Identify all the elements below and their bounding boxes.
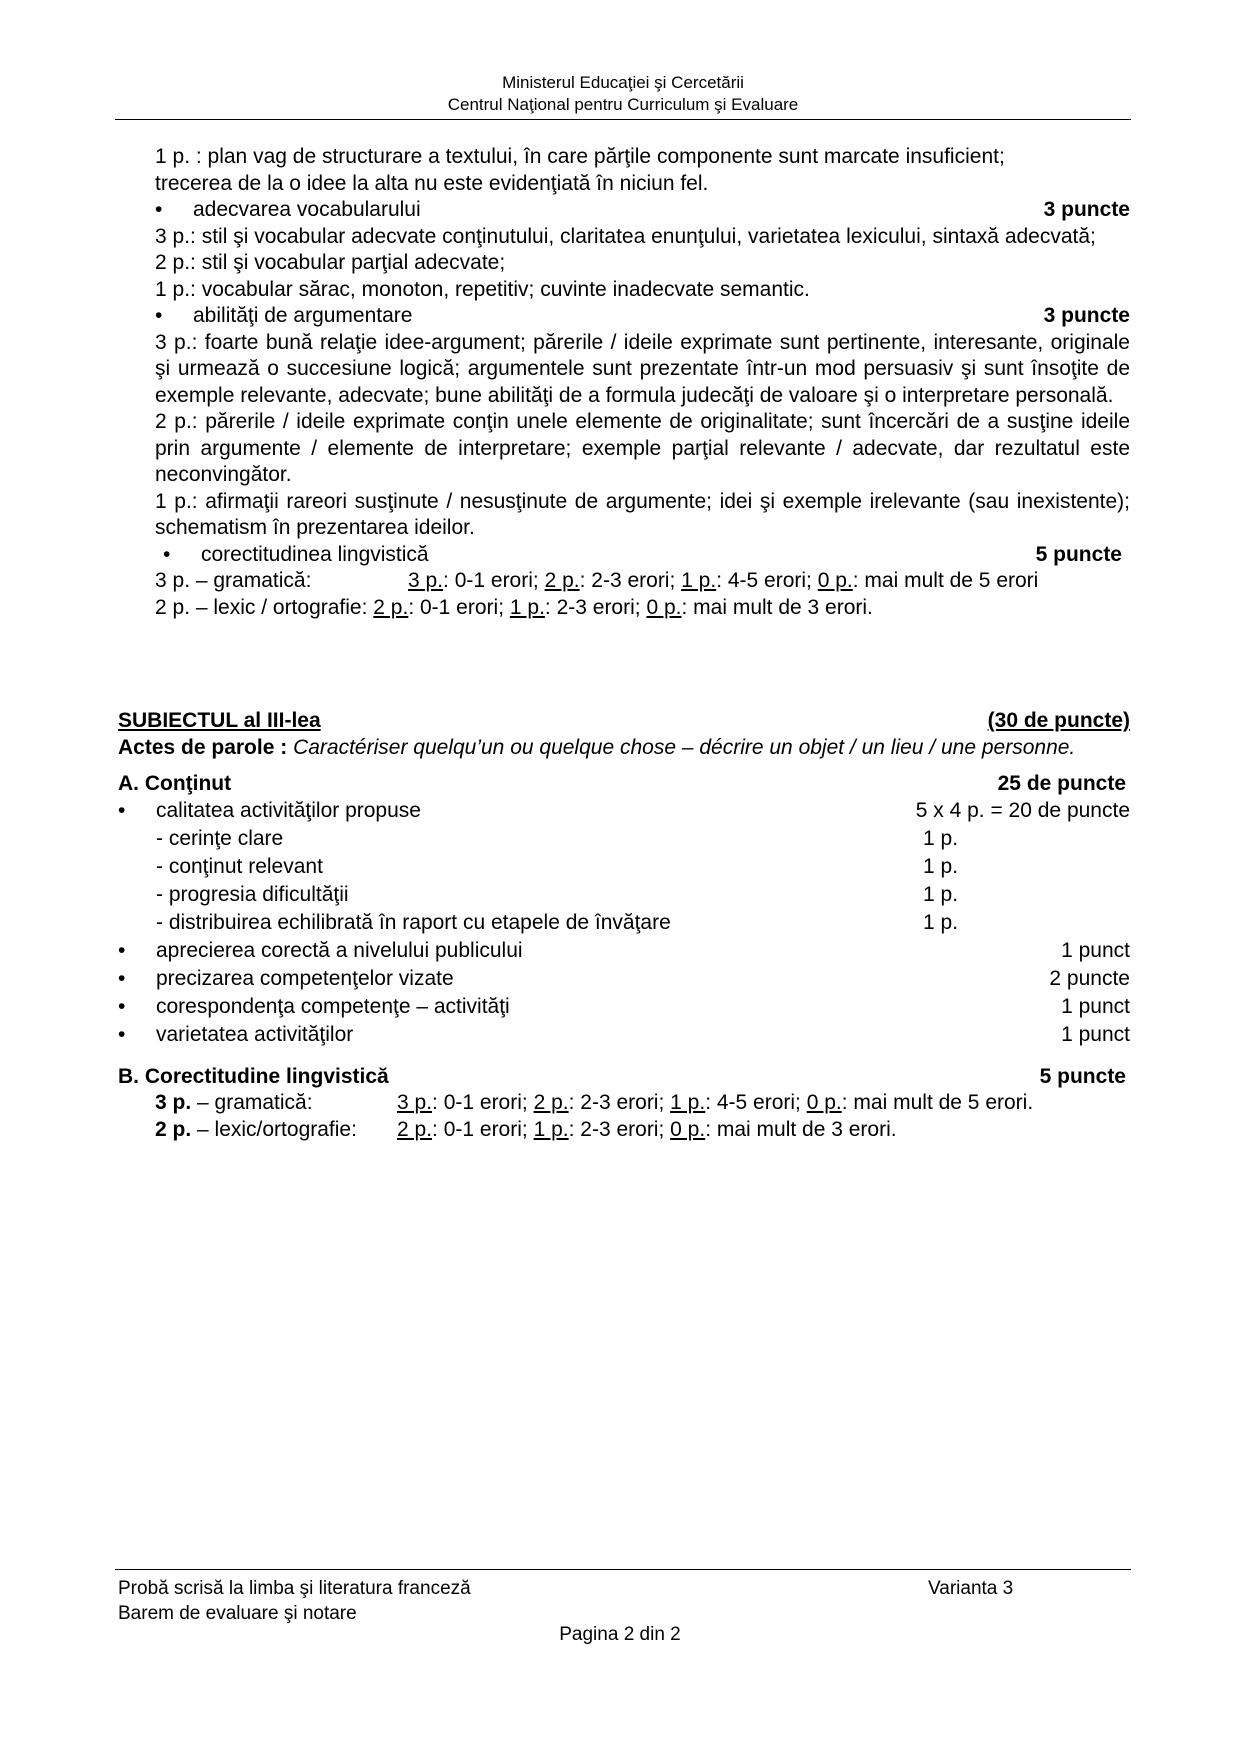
vocab-1p: 1 p.: vocabular sărac, monoton, repetitiv; cuvinte inadecvate semantic. xyxy=(155,277,810,301)
arg-2p: 2 p.: părerile / ideile exprimate conţin unele elemente de originalitate; sunt încercări de a susţine ideile prin argumente / elemente de interpretare; exemple parţial relevante / adecvate, dar rezultatul este neconvingător. xyxy=(155,410,1130,486)
vocab-3p: 3 p.: stil şi vocabular adecvate conţinutului, claritatea enunţului, varietatea lexicului, sintaxă adecvată; xyxy=(155,224,1096,248)
arg-3p: 3 p.: foarte bună relaţie idee-argument; părerile / ideile exprimate sunt pertinente, interesante, originale şi urmează o succesiune logică; argumentele sunt prezentate într-un mod persuasiv şi sunt însoţite de exemple relevante, adecvate; bune abilităţi de a formula judecăţi de valoare şi o interpretare personală. xyxy=(155,330,1130,407)
subject-3-title-row xyxy=(118,708,1130,735)
vocab-2p: 2 p.: stil şi vocabular parţial adecvate; xyxy=(155,251,506,274)
arg-1p: 1 p.: afirmaţii rareori susţinute / nesusţinute de argumente; idei şi exemple irelevante (sau inexistente); schematism în prezentarea ideilor. xyxy=(155,489,1130,539)
section-b-lexicon: 2 p. – lexic/ortografie: 2 p.: 0-1 erori; 1 p.: 2-3 erori; 0 p.: mai mult de 3 erori. xyxy=(155,1117,897,1141)
footer-variant: Varianta 3 xyxy=(928,1578,1014,1599)
criterion-points: 3 puncte xyxy=(1043,304,1130,327)
section-b-title-row xyxy=(118,1064,1130,1091)
criterion-correctness xyxy=(155,542,1130,569)
speech-acts: Actes de parole : Caractériser quelqu’un ou quelque chose – décrire un objet / un lieu / une personne. xyxy=(118,735,1076,759)
page-number: Pagina 2 din 2 xyxy=(559,1624,681,1645)
correctness-lexicon: 2 p. – lexic / ortografie: 2 p.: 0-1 erori; 1 p.: 2-3 erori; 0 p.: mai mult de 3 erori. xyxy=(155,595,873,619)
list-item: • precizarea competenţelor vizate 2 puncte xyxy=(118,966,1130,994)
section-a-title: A. Conţinut xyxy=(118,772,232,795)
bullet-icon: • xyxy=(163,542,171,566)
bullet-icon: • xyxy=(155,198,163,221)
bullet-icon: • xyxy=(118,994,126,1018)
list-item: • corespondenţa competenţe – activităţi 1 punct xyxy=(118,994,1130,1022)
bullet-icon: • xyxy=(118,1022,126,1046)
continued-criteria xyxy=(155,144,1130,621)
criterion-argumentation xyxy=(155,303,1130,330)
section-b-points: 5 puncte xyxy=(1039,1064,1126,1088)
bullet-icon: • xyxy=(118,966,126,990)
bullet-icon: • xyxy=(118,798,126,822)
criterion-vocabulary xyxy=(155,197,1130,224)
section-b-title: B. Corectitudine lingvistică xyxy=(118,1064,389,1088)
list-item: - distribuirea echilibrată în raport cu etapele de învăţare 1 p. xyxy=(156,910,959,934)
correctness-grammar: 3 p. – gramatică: 3 p.: 0-1 erori; 2 p.: 2-3 erori; 1 p.: 4-5 erori; 0 p.: mai mult de 5 erori xyxy=(155,569,1039,592)
criterion-points: 3 puncte xyxy=(1043,198,1130,221)
header-divider xyxy=(115,119,1131,120)
list-item: • varietatea activităţilor 1 punct xyxy=(118,1022,1130,1050)
criterion-label: abilităţi de argumentare xyxy=(193,304,413,327)
list-item: - conţinut relevant 1 p. xyxy=(156,854,959,878)
footer-divider xyxy=(115,1569,1131,1570)
list-item: • calitatea activităţilor propuse 5 x 4 p. = 20 de puncte xyxy=(118,798,1130,826)
structure-1p: 1 p. : plan vag de structurare a textului, în care părţile componente sunt marcate insuficient; trecerea de la o idee la alta nu este evidenţiată în niciun fel. xyxy=(155,145,1005,195)
subject-3-section xyxy=(118,708,1130,1143)
criterion-label: adecvarea vocabularului xyxy=(193,198,421,221)
list-item: • aprecierea corectă a nivelului publicului 1 punct xyxy=(118,938,1130,966)
section-a-points: 25 de puncte xyxy=(997,772,1126,795)
criterion-label: corectitudinea lingvistică xyxy=(201,542,429,566)
footer-scheme: Barem de evaluare şi notare xyxy=(118,1603,357,1624)
footer-exam: Probă scrisă la limba şi literatura franceză xyxy=(118,1578,471,1599)
section-a-title-row xyxy=(118,771,1130,798)
list-item: - progresia dificultăţii 1 p. xyxy=(156,882,959,906)
bullet-icon: • xyxy=(155,304,163,327)
subject-3-points: (30 de puncte) xyxy=(987,709,1130,732)
subject-3-title: SUBIECTUL al III-lea xyxy=(118,709,321,732)
page-footer xyxy=(118,1576,471,1626)
criterion-points: 5 puncte xyxy=(1035,542,1122,566)
list-item: - cerinţe clare 1 p. xyxy=(156,826,959,850)
header-ministry: Ministerul Educaţiei şi Cercetării xyxy=(502,73,744,92)
bullet-icon: • xyxy=(118,938,126,962)
section-b-grammar: 3 p. – gramatică: 3 p.: 0-1 erori; 2 p.: 2-3 erori; 1 p.: 4-5 erori; 0 p.: mai mult de 5 erori. xyxy=(155,1091,1034,1114)
header-center: Centrul Naţional pentru Curriculum şi Evaluare xyxy=(447,95,799,114)
page-header xyxy=(115,72,1131,116)
